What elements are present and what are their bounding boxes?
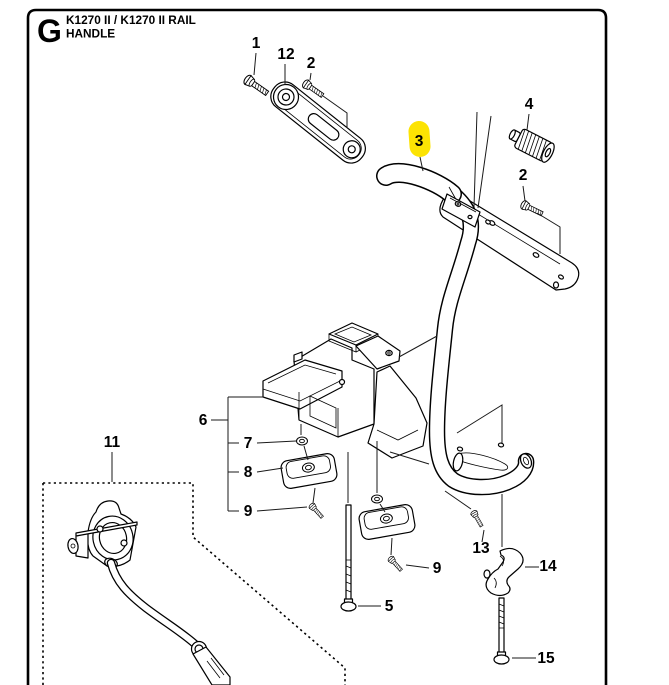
rubber-pad-8b xyxy=(358,504,416,541)
callout-15[interactable]: 15 xyxy=(537,650,555,667)
cable-clamp xyxy=(484,548,523,595)
loop-hole-right xyxy=(498,443,504,448)
screw-1 xyxy=(242,74,270,98)
callout-9-left[interactable]: 9 xyxy=(243,503,253,520)
callout-9-right[interactable]: 9 xyxy=(432,560,442,577)
callout-7[interactable]: 7 xyxy=(243,435,253,452)
bolt-5 xyxy=(341,505,356,611)
callout-14[interactable]: 14 xyxy=(539,558,557,575)
section-letter: G xyxy=(37,13,62,49)
callout-4[interactable]: 4 xyxy=(524,96,534,113)
support-bracket xyxy=(263,323,427,458)
callout-5[interactable]: 5 xyxy=(384,598,394,615)
callout-1[interactable]: 1 xyxy=(251,35,261,52)
loop-inner-opening xyxy=(458,453,508,470)
loop-hole-left xyxy=(457,446,463,451)
callout-2-top[interactable]: 2 xyxy=(306,55,316,72)
rubber-pad-8 xyxy=(280,453,338,490)
callout-6[interactable]: 6 xyxy=(198,412,208,429)
throttle-handle-assembly xyxy=(67,501,230,685)
diagram-title-line1: K1270 II / K1270 II RAIL xyxy=(66,13,196,27)
screw-9-right xyxy=(387,555,404,573)
diagram-header xyxy=(37,13,196,49)
washer-7b xyxy=(372,495,383,503)
screw-9-left xyxy=(308,502,325,520)
bolt-15 xyxy=(494,598,509,664)
screw-13 xyxy=(470,509,485,528)
callout-12[interactable]: 12 xyxy=(277,46,295,63)
callout-2-right[interactable]: 2 xyxy=(518,167,528,184)
diagram-title-line2: HANDLE xyxy=(66,26,116,41)
washer-7 xyxy=(297,437,308,445)
callout-3-highlighted[interactable]: 3 xyxy=(414,133,424,150)
callout-8[interactable]: 8 xyxy=(243,464,253,481)
callout-13[interactable]: 13 xyxy=(472,540,490,557)
callout-11[interactable]: 11 xyxy=(103,434,121,451)
vibration-damper xyxy=(506,124,557,164)
